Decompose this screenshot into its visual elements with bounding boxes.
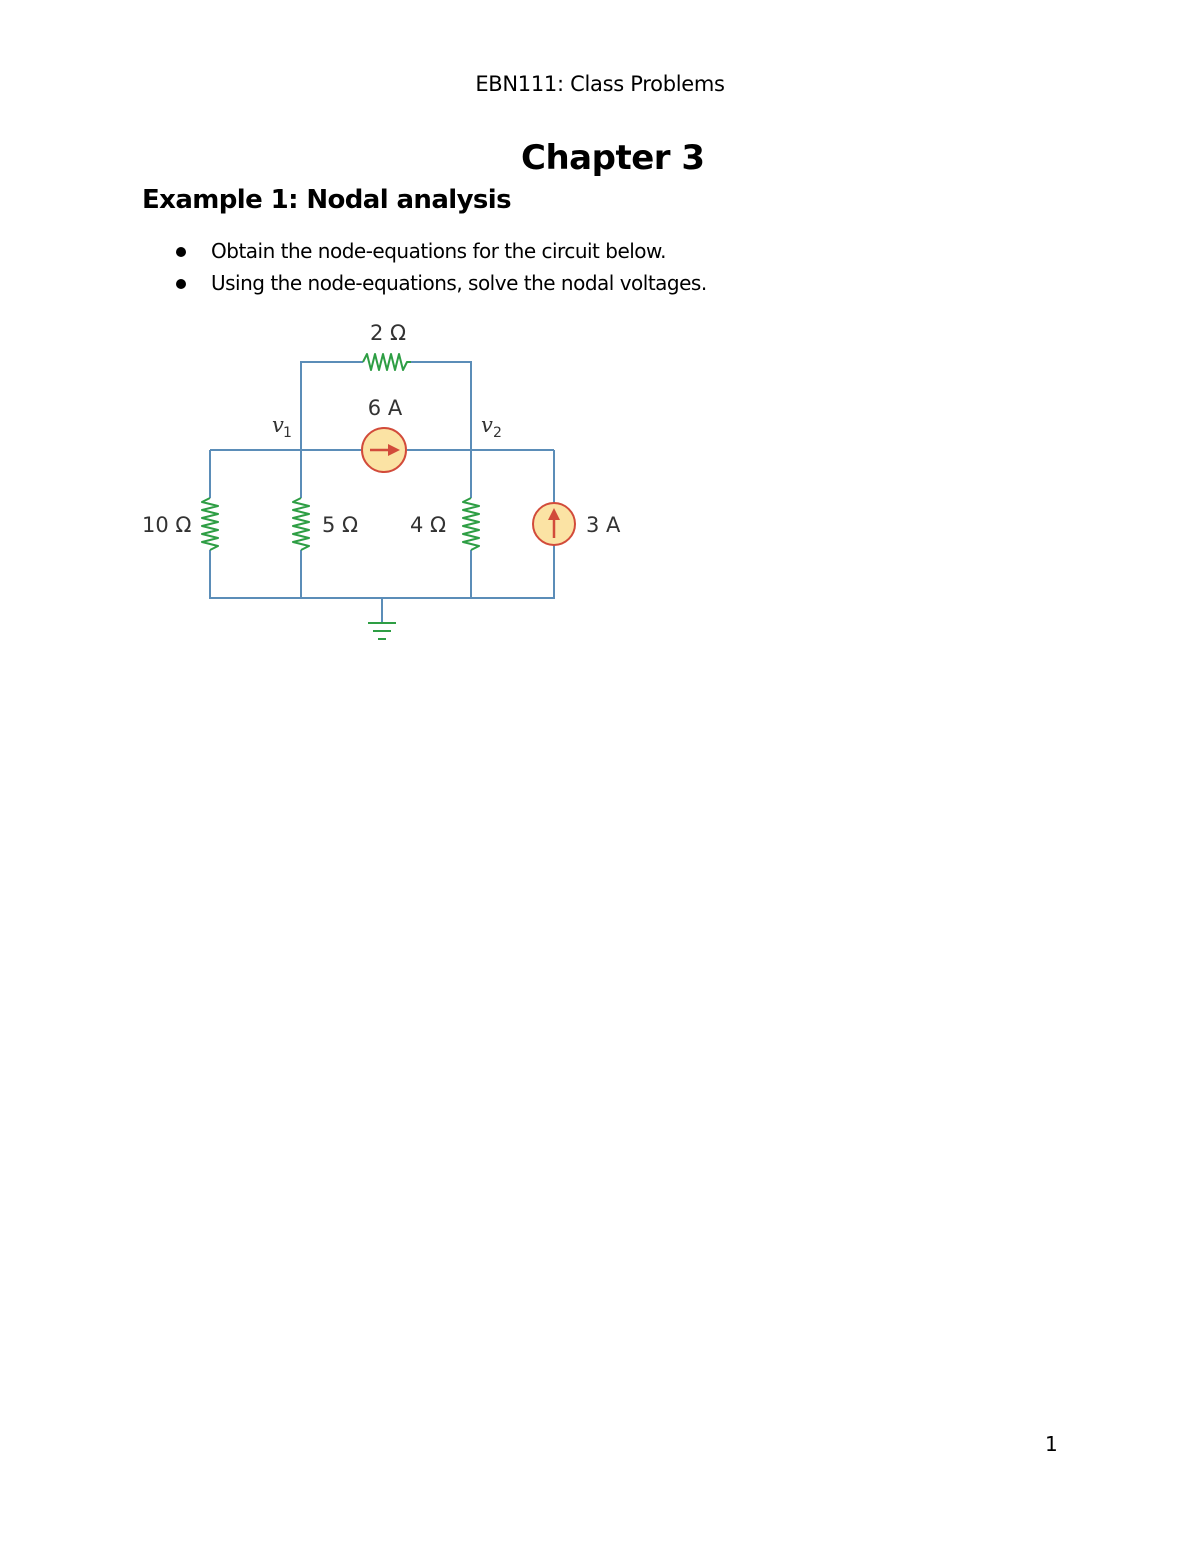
course-code: EBN111:	[475, 72, 564, 96]
page-header	[0, 72, 1200, 96]
header-title: Class Problems	[570, 72, 725, 96]
resistor-mid-right-label: 4 Ω	[410, 513, 447, 537]
example-title: Example 1: Nodal analysis	[142, 185, 511, 215]
page-number: 1	[1045, 1432, 1058, 1456]
current-source-mid-label: 6 A	[367, 396, 403, 420]
node-2-subscript: 2	[493, 425, 502, 441]
current-source-6a-icon	[362, 428, 406, 472]
bullet-text: Using the node-equations, solve the nodal voltages.	[211, 271, 707, 295]
wire	[411, 362, 471, 450]
current-source-right-label: 3 A	[586, 513, 621, 537]
node-1-subscript: 1	[283, 425, 292, 441]
resistor-left-label: 10 Ω	[142, 513, 192, 537]
resistor-4-ohm-icon	[463, 498, 479, 550]
resistor-2-ohm-icon	[363, 354, 411, 370]
wire	[301, 362, 363, 450]
resistor-10-ohm-icon	[202, 498, 218, 550]
node-1-label: v	[272, 413, 284, 437]
bullet-icon	[176, 247, 186, 257]
bullet-icon	[176, 279, 186, 289]
bullet-text: Obtain the node-equations for the circuit below.	[211, 239, 666, 263]
node-2-label: v	[481, 413, 493, 437]
ground-icon	[368, 623, 396, 639]
resistor-5-ohm-icon	[293, 498, 309, 550]
circuit-diagram	[120, 300, 660, 660]
resistor-top-label: 2 Ω	[369, 321, 407, 345]
chapter-title: Chapter 3	[521, 138, 705, 178]
resistor-mid-left-label: 5 Ω	[322, 513, 359, 537]
current-source-3a-icon	[533, 503, 575, 545]
